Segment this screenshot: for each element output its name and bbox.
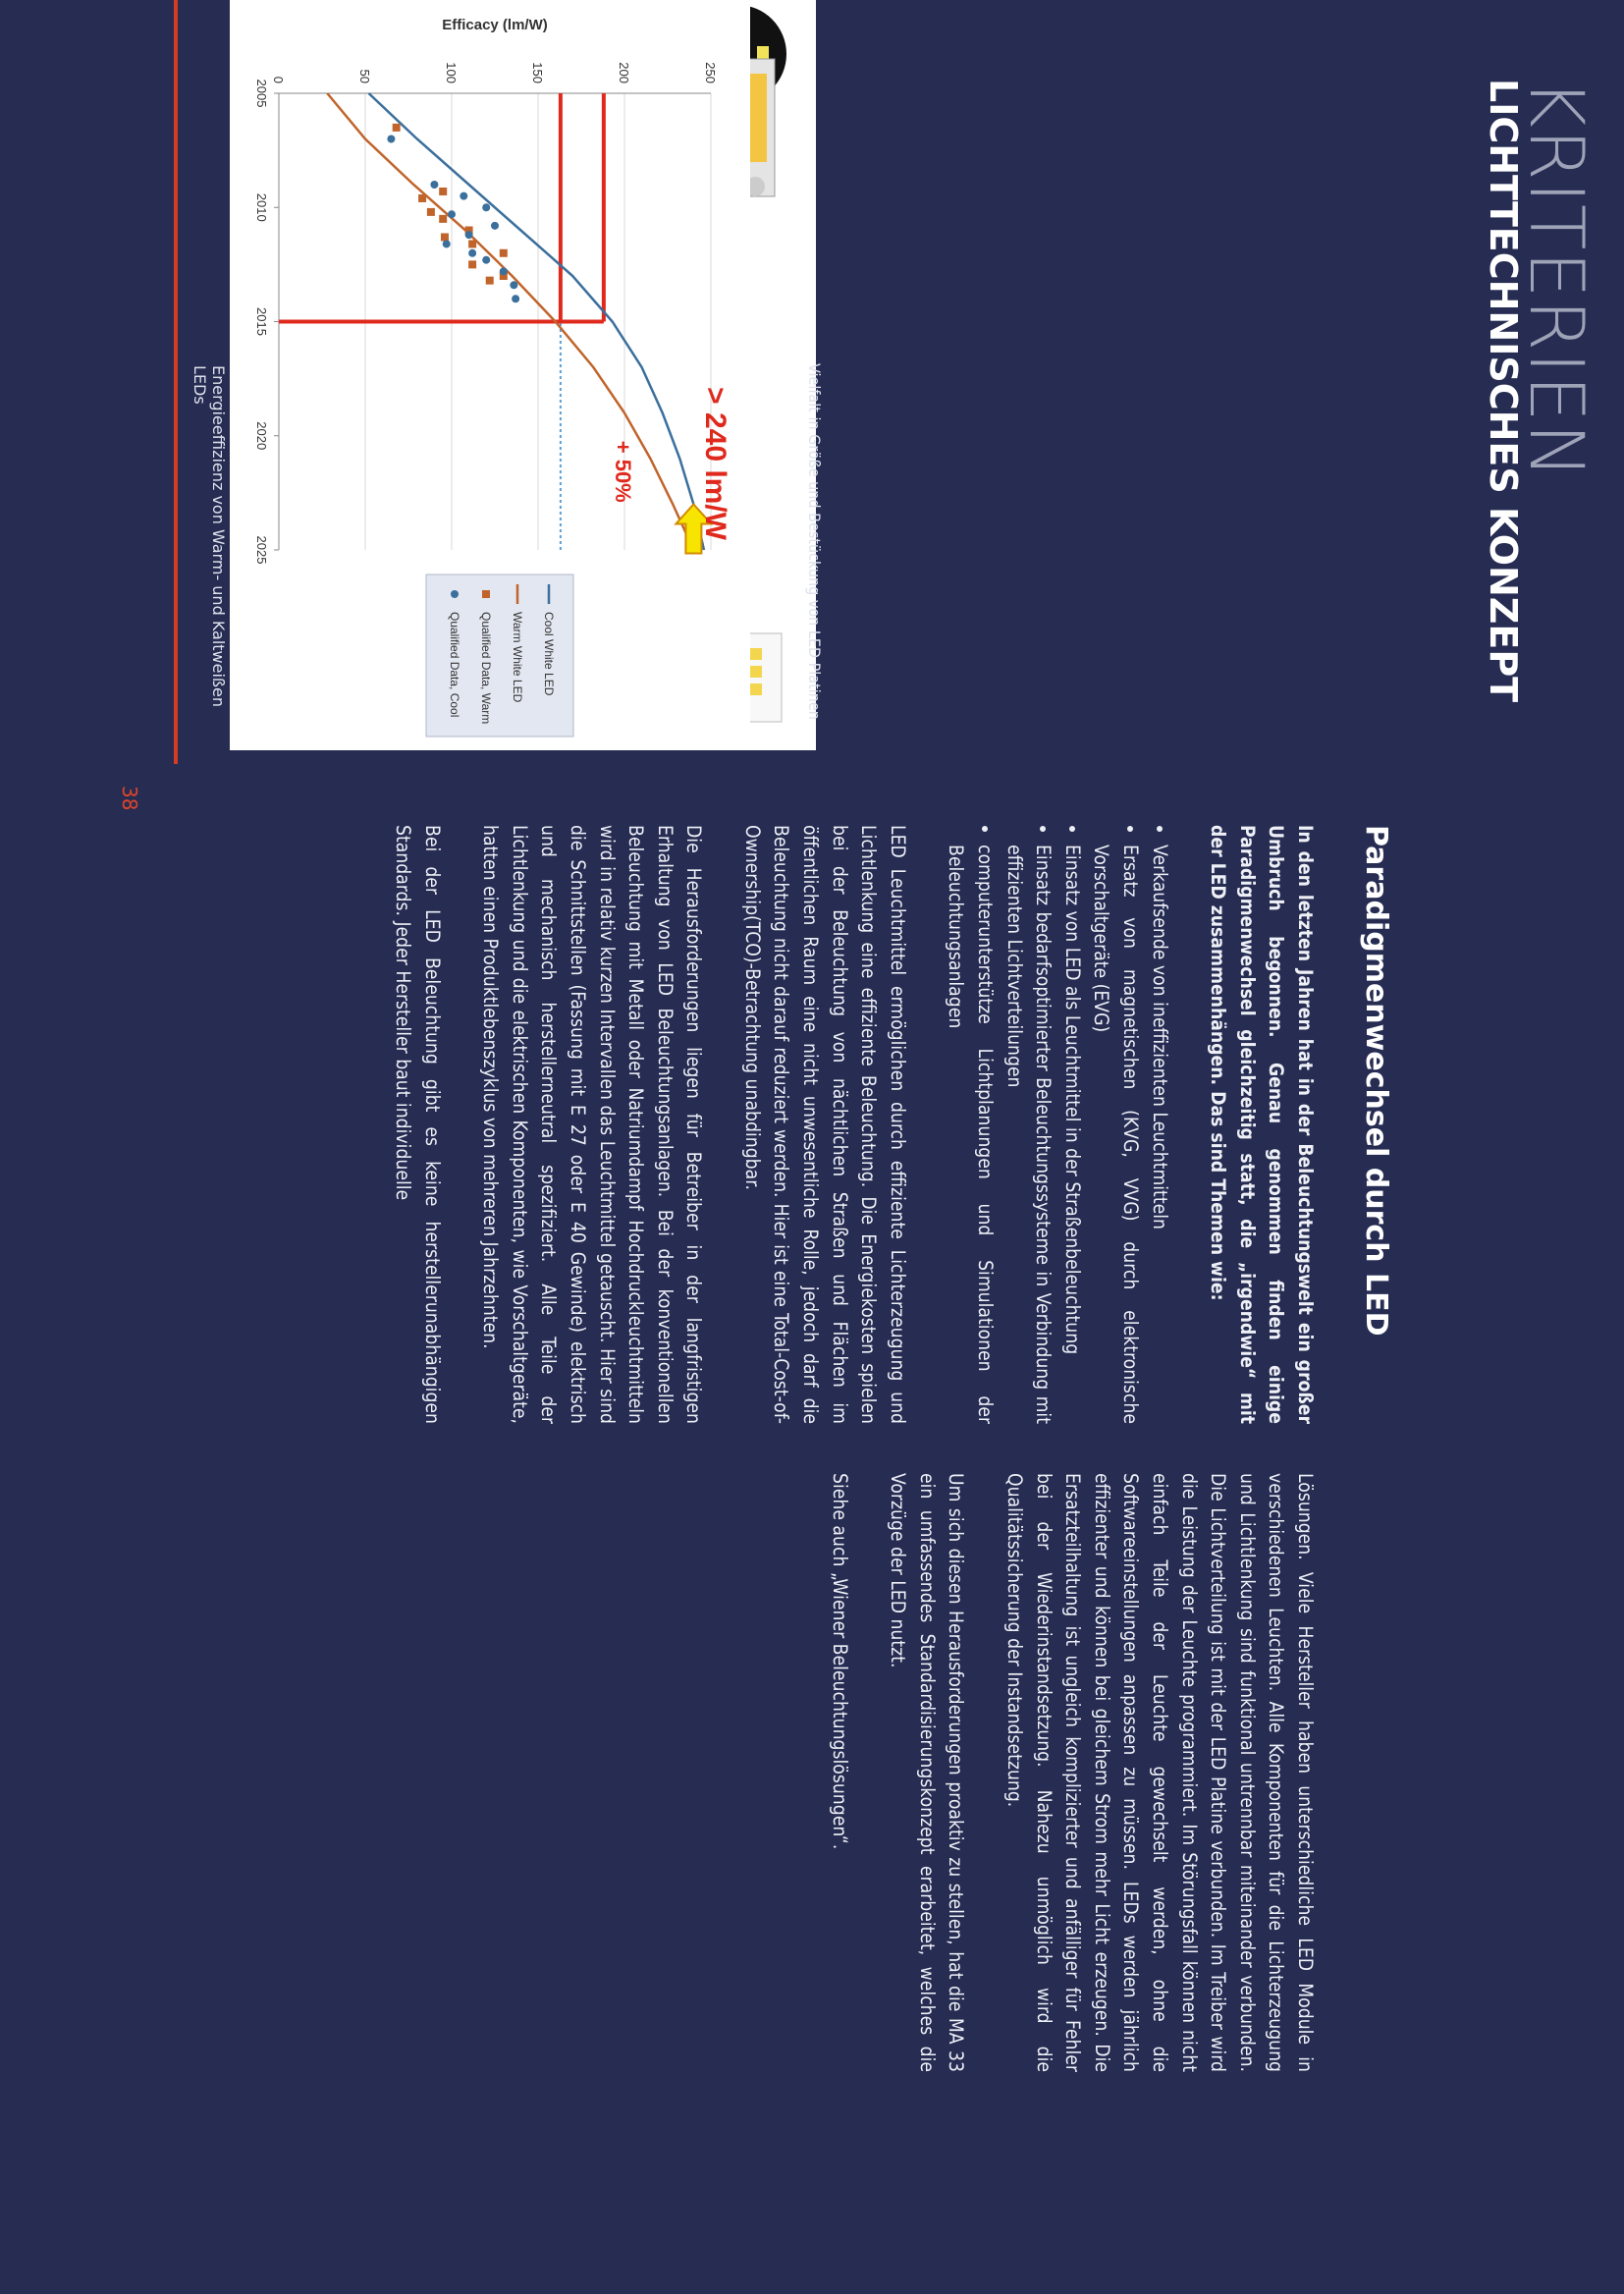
y-tick-label: 100 xyxy=(444,62,459,83)
paragraph: Siehe auch „Wiener Beleuchtungslösungen“. xyxy=(828,1473,851,1850)
article-column-2 xyxy=(795,1473,1320,2072)
list-item: • Einsatz bedarfsoptimierter Beleuchtungssysteme in Verbindung mit effizienten Lichtverteilungen xyxy=(1000,845,1057,1424)
data-point xyxy=(393,124,401,132)
list-item: • Ersatz von magnetischen (KVG, VVG) durch elektronische Vorschaltgeräte (EVG) xyxy=(1087,845,1145,1424)
legend-label: Cool White LED xyxy=(542,612,556,696)
data-point xyxy=(510,281,517,289)
y-tick-label: 50 xyxy=(357,69,372,83)
section-title: LICHTTECHNISCHES KONZEPT xyxy=(1482,79,1525,703)
legend-label: Warm White LED xyxy=(511,612,524,703)
x-tick-label: 2015 xyxy=(254,307,269,336)
y-tick-label: 150 xyxy=(530,62,545,83)
article-lead: In den letzten Jahren hat in der Beleuchtungswelt ein großer Umbruch begonnen. Genau genommen finden einige Paradigmenwechsel gleichzeitig statt, die „irgendwie“ mit der LED zusammenhängen. Das sind Themen wie: xyxy=(1207,825,1317,1424)
figure-caption-efficacy: Energieeffizienz von Warm- und Kaltweißen LEDs xyxy=(190,365,228,707)
data-point xyxy=(430,181,438,189)
paragraph: Lösungen. Viele Hersteller haben unterschiedliche LED Module in verschiedenen Leuchten. Alle Komponenten für die Lichterzeugung und Lichtlenkung sind funktional untrennbar miteinander verbunden. Die Lichtverteilung ist mit der LED Platine verbunden. Im Treiber wird die Leistung der Leuchte programmiert. Im Störungsfall können nicht einfach Teile der Leuchte gewechselt werden, ohne die Softwareeinstellungen anpassen zu müssen. LEDs werden jährlich effizienter und können bei gleichem Strom mehr Licht erzeugen. Die Ersatzteilhaltung ist ungleich komplizierter und anfälliger für Fehler bei der Wiederinstandsetzung. Nahezu unmöglich wird die Qualitätssicherung der Instandsetzung. xyxy=(1003,1473,1317,2072)
data-point xyxy=(439,188,447,195)
y-axis-label: Efficacy (lm/W) xyxy=(442,17,548,33)
article-title: Paradigmenwechsel durch LED xyxy=(1359,825,1393,1337)
x-tick-label: 2025 xyxy=(254,535,269,565)
paragraph: Die Herausforderungen liegen für Betreiber in der langfristigen Erhaltung von LED Beleuchtungsanlagen. Bei der konventionellen Beleuchtung mit Metall oder Natriumdampf Hochdruckleuchtmitteln wird in relativ kurzen Intervallen das Leuchtmittel getauscht. Hier sind die Schnittstellen (Fassung mit E 27 oder E 40 Gewinde) elektrisch und mechanisch herstellerneutral spezifiziert. Alle Teile der Lichtlenkung und die elektrischen Komponenten, wie Vorschaltgeräte, hatten einen Produktlebenszyklus von mehreren Jahrzehnten. xyxy=(479,825,706,1424)
efficacy-chart-svg xyxy=(230,0,750,750)
paragraph: Um sich diesen Herausforderungen proaktiv zu stellen, hat die MA 33 ein umfassendes Standardisierungskonzept erarbeitet, welches die Vorzüge der LED nutzt. xyxy=(887,1473,968,2072)
section-kicker: KRITERIEN xyxy=(1513,79,1600,480)
data-point xyxy=(460,192,467,200)
figure-caption-led-boards: Vielfalt in Größe und Bestückung von LED Platinen xyxy=(805,363,824,720)
data-point xyxy=(441,233,449,241)
data-point xyxy=(443,240,451,247)
topic-list xyxy=(942,825,1174,1424)
paragraph: Bei der LED Beleuchtung gibt es keine herstellerunabhängigen Standards. Jeder Hersteller baut individuelle xyxy=(391,825,444,1424)
list-item: • computerunterstütze Lichtplanungen und Simulationen der Beleuchtungsanlagen xyxy=(942,845,1000,1424)
data-point xyxy=(468,240,476,247)
y-tick-label: 200 xyxy=(617,62,631,83)
data-point xyxy=(465,231,473,239)
data-point xyxy=(418,194,426,202)
data-point xyxy=(512,295,519,302)
data-point xyxy=(387,136,395,143)
annotation-efficacy: > 240 lm/W xyxy=(699,387,731,540)
page-heading xyxy=(1482,79,1600,703)
annotation-percent: + 50% xyxy=(611,440,636,503)
x-tick-label: 2010 xyxy=(254,192,269,222)
y-tick-label: 0 xyxy=(271,76,286,83)
legend-swatch xyxy=(482,590,490,598)
data-point xyxy=(500,267,508,275)
data-point xyxy=(448,210,456,218)
article-column-1 xyxy=(220,825,1320,1424)
data-point xyxy=(468,249,476,257)
paragraph: LED Leuchtmittel ermöglichen durch effiziente Lichterzeugung und Lichtlenkung eine effiziente Beleuchtung. Die Energiekosten spielen bei der Beleuchtung von nächtlichen Straßen und Flächen im öffentlichen Raum eine nicht unwesentliche Rolle, jedoch darf die Beleuchtung nicht darauf reduziert werden. Hier ist eine Total-Cost-of-Ownership(TCO)-Betrachtung unabdingbar. xyxy=(740,825,909,1424)
page-rule xyxy=(174,0,178,764)
data-point xyxy=(468,260,476,268)
y-tick-label: 250 xyxy=(703,62,718,83)
efficacy-chart xyxy=(230,0,750,750)
page-number: 38 xyxy=(118,786,141,811)
legend-label: Qualified Data, Cool xyxy=(448,612,461,718)
data-point xyxy=(482,203,490,211)
data-point xyxy=(491,222,499,230)
data-point xyxy=(439,215,447,223)
data-point xyxy=(482,256,490,264)
data-point xyxy=(486,277,494,285)
legend-label: Qualified Data, Warm xyxy=(479,612,493,725)
x-tick-label: 2020 xyxy=(254,421,269,451)
list-item: • Einsatz von LED als Leuchtmittel in der Straßenbeleuchtung xyxy=(1057,845,1087,1424)
x-tick-label: 2005 xyxy=(254,79,269,108)
data-point xyxy=(427,208,435,216)
legend-swatch xyxy=(451,590,459,598)
data-point xyxy=(500,249,508,257)
list-item: • Verkaufsende von ineffizienten Leuchtmitteln xyxy=(1145,845,1174,1424)
